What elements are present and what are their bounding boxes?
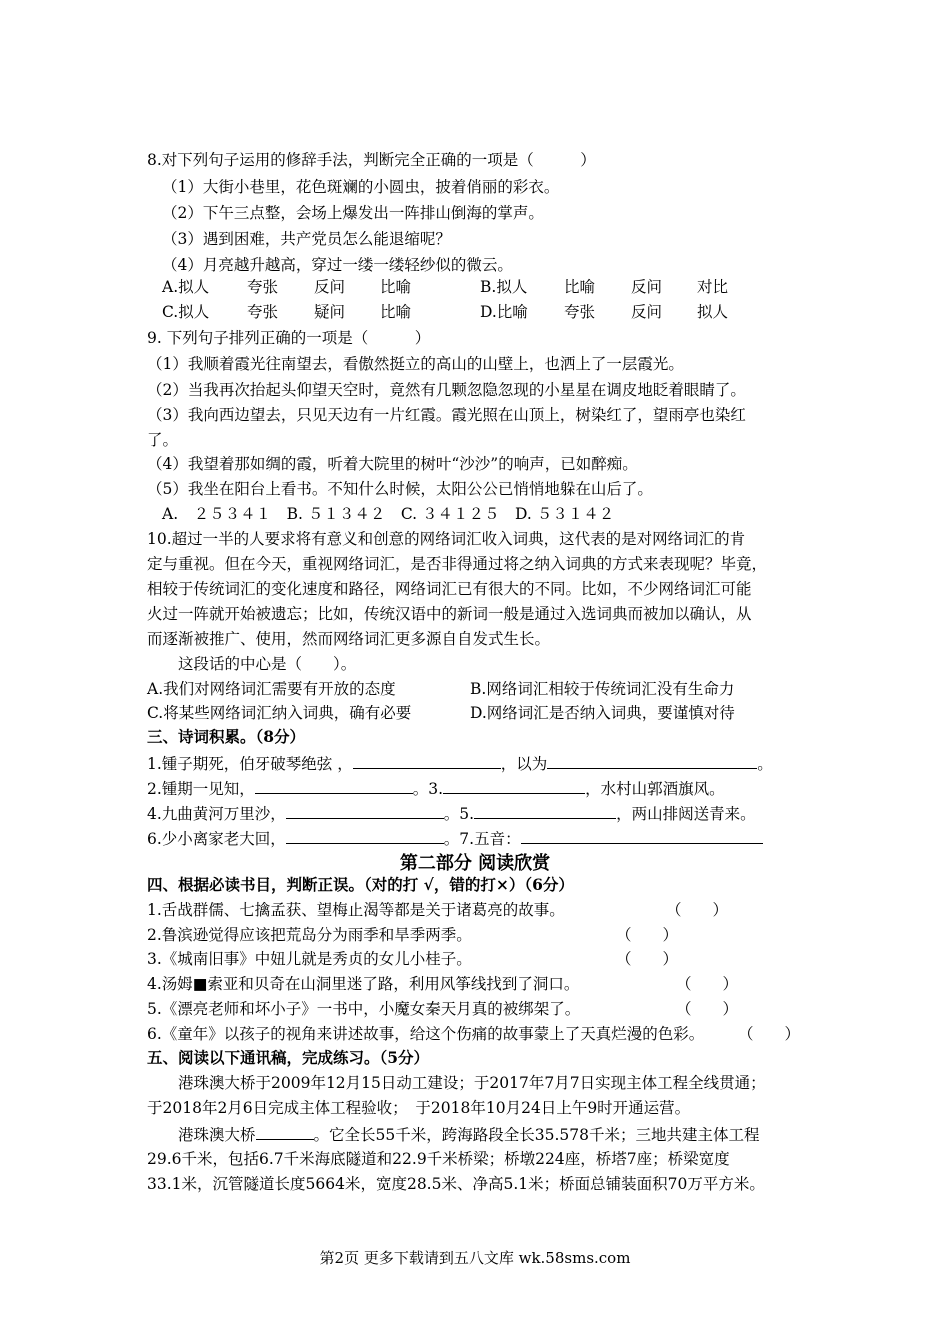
sec4-item-2: 2.鲁滨逊觉得应该把荒岛分为雨季和旱季两季。: [147, 926, 472, 944]
sec3-line-3: [147, 803, 756, 824]
sec4-item-3: 3.《城南旧事》中妞儿就是秀贞的女儿小桂子。: [147, 950, 472, 968]
q10-optD: D.网络词汇是否纳入词典，要谨慎对待: [470, 704, 735, 722]
q10-optC: C.将某些网络词汇纳入词典，确有必要: [147, 704, 412, 722]
poem-blank-6[interactable]: [474, 803, 616, 819]
sec5-p2b: 。它全长55千米，跨海路段全长35.578千米；三地共建主体工程: [313, 1126, 760, 1144]
q9-item-4: （4）我望着那如绸的霞，听着大院里的树叶“沙沙”的响声，已如醉痴。: [147, 455, 638, 473]
sec5-p1-line-2: 于2018年2月6日完成主体工程验收； 于2018年10月24日上午9时开通运营。: [147, 1099, 691, 1117]
q9-item-3-cont: 了。: [147, 431, 179, 449]
sec3-l3c: ，两山排闼送青来。: [616, 805, 756, 823]
q10-line-2: 定与重视。但在今天，重视网络词汇，是否非得通过将之纳入词典的方式来表现呢？毕竟，: [147, 555, 768, 573]
sec4-item-5: 5.《漂亮老师和坏小子》一书中，小魔女秦天月真的被绑架了。: [147, 1000, 581, 1018]
poem-blank-4[interactable]: [443, 778, 585, 794]
sec4-bracket-3[interactable]: （ ）: [616, 950, 679, 968]
sec3-line-4: [147, 828, 763, 849]
q10-line-5: 而逐渐被推广、使用，然而网络词汇更多源自自发式生长。: [147, 630, 551, 648]
sec5-p2-line-2: 29.6千米，包括6.7千米海底隧道和22.9千米桥梁；桥墩224座，桥塔7座；桥梁宽度: [147, 1150, 730, 1168]
q9-item-5: （5）我坐在阳台上看书。不知什么时候，太阳公公已悄悄地躲在山后了。: [147, 480, 653, 498]
q8-optB-4: 对比: [697, 278, 729, 296]
q9-stem: 9. 下列句子排列正确的一项是（ ）: [147, 329, 431, 347]
sec4-bracket-2[interactable]: （ ）: [616, 926, 679, 944]
q8-optB-2: 比喻: [564, 278, 596, 296]
sec3-l2c: ，水村山郭酒旗风。: [585, 780, 725, 798]
sec3-line-2: [147, 778, 725, 799]
q8-item-3: （3）遇到困难，共产党员怎么能退缩呢？: [162, 230, 451, 248]
q9-item-3: （3）我向西边望去，只见天边有一片红霞。霞光照在山顶上，树染红了，望雨亭也染红: [147, 406, 746, 424]
q10-line-4: 火过一阵就开始被遗忘；比如，传统汉语中的新词一般是通过入选词典而被加以确认，从: [147, 605, 752, 623]
q8-optC-3: 疑问: [314, 303, 346, 321]
sec4-bracket-5[interactable]: （ ）: [676, 1000, 739, 1018]
q10-ask: 这段话的中心是（ ）。: [178, 655, 357, 673]
q8-stem: 8.对下列句子运用的修辞手法，判断完全正确的一项是（ ）: [147, 151, 596, 169]
q8-item-4: （4）月亮越升越高，穿过一缕一缕轻纱似的微云。: [162, 256, 513, 274]
q8-optD-4: 拟人: [697, 303, 729, 321]
q8-item-1: （1）大街小巷里，花色斑斓的小圆虫，披着俏丽的彩衣。: [162, 178, 560, 196]
sec5-p2a: 港珠澳大桥: [178, 1126, 256, 1144]
q8-optA-3: 反问: [314, 278, 346, 296]
q8-optA-1: A.拟人: [162, 278, 210, 296]
q8-optA-4: 比喻: [380, 278, 412, 296]
sec4-item-6: 6.《童年》以孩子的视角来讲述故事，给这个伤痛的故事蒙上了天真烂漫的色彩。: [147, 1025, 705, 1043]
sec3-l2a: 2.锺期一见知，: [147, 780, 255, 798]
q10-optB: B.网络词汇相较于传统词汇没有生命力: [470, 680, 735, 698]
sec4-item-1: 1.舌战群儒、七擒孟获、望梅止渴等都是关于诸葛亮的故事。: [147, 901, 565, 919]
sec3-l1b: ，以为: [500, 755, 548, 773]
q8-optC-1: C.拟人: [162, 303, 210, 321]
q9-item-1: （1）我顺着霞光往南望去，看傲然挺立的高山的山壁上，也洒上了一层霞光。: [147, 355, 684, 373]
q8-optC-4: 比喻: [380, 303, 412, 321]
poem-blank-3[interactable]: [255, 778, 413, 794]
sec3-l3b: 。5.: [443, 805, 475, 823]
sec4-bracket-4[interactable]: （ ）: [676, 975, 739, 993]
poem-blank-8[interactable]: [521, 828, 763, 844]
page-footer: 第2页 更多下载请到五八文库 wk.58sms.com: [319, 1249, 631, 1267]
sec3-l1a: 1.锺子期死，伯牙破琴绝弦 ，: [147, 755, 353, 773]
poem-blank-7[interactable]: [286, 828, 444, 844]
q8-optA-2: 夸张: [247, 278, 279, 296]
sec4-heading: 四、根据必读书目，判断正误。（对的打 √，错的打×）（6分）: [147, 875, 574, 894]
q8-optD-2: 夸张: [564, 303, 596, 321]
q8-optC-2: 夸张: [247, 303, 279, 321]
sec3-l4a: 6.少小离家老大回，: [147, 830, 286, 848]
poem-blank-1[interactable]: [353, 753, 501, 769]
q8-item-2: （2）下午三点整，会场上爆发出一阵排山倒海的掌声。: [162, 204, 544, 222]
sec3-l3a: 4.九曲黄河万里沙，: [147, 805, 286, 823]
poem-blank-2[interactable]: [547, 753, 757, 769]
part2-title: 第二部分 阅读欣赏: [399, 853, 551, 874]
sec4-item-4: 4.汤姆■索亚和贝奇在山洞里迷了路，利用风筝线找到了洞口。: [147, 975, 580, 993]
sec5-heading: 五、阅读以下通讯稿，完成练习。（5分）: [147, 1048, 430, 1067]
sec5-p2-line-1: [178, 1124, 759, 1145]
sec3-line-1: [147, 753, 773, 774]
sec3-l2b: 。3.: [412, 780, 444, 798]
sec3-l1c: 。: [757, 755, 773, 773]
q9-item-2: （2）当我再次抬起头仰望天空时，竟然有几颗忽隐忽现的小星星在调皮地眨着眼睛了。: [147, 381, 746, 399]
sec5-p2-line-3: 33.1米，沉管隧道长度5664米，宽度28.5米、净高5.1米；桥面总铺装面积70万平方米。: [147, 1175, 765, 1193]
sec3-l4b: 。7.五音：: [443, 830, 521, 848]
poem-blank-5[interactable]: [286, 803, 444, 819]
q10-optA: A.我们对网络词汇需要有开放的态度: [147, 680, 396, 698]
q8-optD-1: D.比喻: [480, 303, 528, 321]
sec5-p1-line-1: 港珠澳大桥于2009年12月15日动工建设；于2017年7月7日实现主体工程全线贯通；: [178, 1074, 766, 1092]
report-blank[interactable]: [256, 1124, 314, 1140]
q8-optB-3: 反问: [631, 278, 663, 296]
sec4-bracket-6[interactable]: （ ）: [738, 1025, 801, 1043]
q8-optB-1: B.拟人: [480, 278, 528, 296]
q8-optD-3: 反问: [631, 303, 663, 321]
q10-line-3: 相较于传统词汇的变化速度和路径，网络词汇已有很大的不同。比如，不少网络词汇可能: [147, 580, 752, 598]
q10-line-1: 10.超过一半的人要求将有意义和创意的网络词汇收入词典，这代表的是对网络词汇的肯: [147, 530, 746, 548]
sec4-bracket-1[interactable]: （ ）: [666, 901, 729, 919]
q9-options: A. ２５３４１ B. ５１３４２ C. ３４１２５ D. ５３１４２: [162, 505, 615, 523]
sec3-heading: 三、诗词积累。（8分）: [147, 727, 306, 746]
